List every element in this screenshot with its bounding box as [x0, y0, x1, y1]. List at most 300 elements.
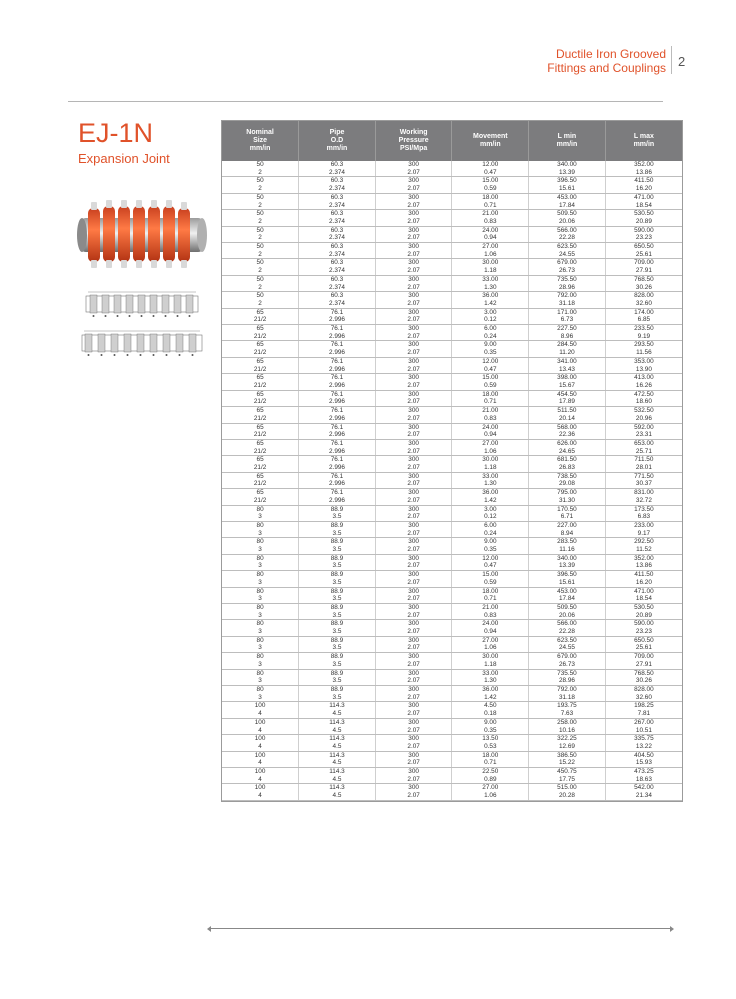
table-row [222, 686, 682, 694]
table-cell: 2.996 [299, 382, 376, 390]
table-cell: 2.07 [375, 382, 452, 390]
table-cell: 17.75 [529, 776, 606, 784]
table-cell: 322.25 [529, 735, 606, 743]
table-cell: 300 [375, 243, 452, 251]
table-cell: 2.996 [299, 497, 376, 505]
table-row [222, 768, 682, 776]
table-cell: 2 [222, 185, 299, 193]
table-cell: 454.50 [529, 390, 606, 398]
table-cell: 3.5 [299, 661, 376, 669]
table-cell: 2.07 [375, 284, 452, 292]
table-cell: 2.996 [299, 398, 376, 406]
table-row [222, 234, 682, 242]
table-row [222, 464, 682, 472]
table-cell: 50 [256, 161, 264, 168]
table-row [222, 275, 682, 283]
table-cell: 50 [256, 275, 264, 283]
header-l-max: L max mm/in [605, 121, 682, 161]
table-row [222, 612, 682, 620]
table-cell: 174.00 [605, 308, 682, 316]
table-row [222, 603, 682, 611]
header-pipe-od: Pipe O.D mm/in [299, 121, 376, 161]
table-cell: 100 [254, 735, 266, 743]
table-cell: 2.374 [299, 267, 376, 275]
table-cell: 21/2 [222, 480, 299, 488]
table-cell: 2.996 [299, 366, 376, 374]
table-cell: 283.50 [529, 538, 606, 546]
table-cell: 4 [222, 776, 299, 784]
table-cell: 831.00 [605, 489, 682, 497]
table-cell: 450.75 [529, 768, 606, 776]
table-row [222, 251, 682, 259]
table-cell: 11.20 [529, 349, 606, 357]
table-cell: 227.50 [529, 325, 606, 333]
table-cell: 80 [256, 636, 264, 644]
table-cell: 300 [375, 374, 452, 382]
table-row [222, 669, 682, 677]
table-cell: 36.00 [452, 489, 529, 497]
table-cell: 17.84 [529, 595, 606, 603]
table-cell: 20.89 [605, 218, 682, 226]
table-cell: 3.5 [299, 694, 376, 702]
table-cell: 735.50 [529, 275, 606, 283]
table-cell: 2.374 [299, 251, 376, 259]
table-cell: 300 [375, 390, 452, 398]
table-row [222, 480, 682, 488]
table-cell: 3 [222, 644, 299, 652]
table-row [222, 407, 682, 415]
table-cell: 711.50 [605, 456, 682, 464]
table-cell: 300 [375, 456, 452, 464]
table-cell: 21/2 [222, 497, 299, 505]
table-cell: 60.3 [299, 243, 376, 251]
table-cell: 6.00 [452, 325, 529, 333]
table-cell: 3.5 [299, 530, 376, 538]
table-cell: 2.07 [375, 185, 452, 193]
table-cell: 0.47 [452, 366, 529, 374]
table-cell: 300 [375, 259, 452, 267]
table-cell: 11.52 [605, 546, 682, 554]
table-cell: 15.61 [529, 185, 606, 193]
table-cell: 22.36 [529, 431, 606, 439]
table-cell: 20.96 [605, 415, 682, 423]
table-cell: 2.07 [375, 579, 452, 587]
table-cell: 9.19 [605, 333, 682, 341]
table-cell: 60.3 [299, 161, 376, 169]
table-cell: 300 [375, 751, 452, 759]
table-cell: 80 [256, 587, 264, 595]
table-cell: 27.00 [452, 439, 529, 447]
table-cell: 12.00 [452, 554, 529, 562]
table-cell: 1.06 [452, 644, 529, 652]
table-cell: 17.89 [529, 398, 606, 406]
table-cell: 80 [256, 686, 264, 693]
table-cell: 6.83 [605, 513, 682, 521]
table-cell: 3 [222, 612, 299, 620]
table-cell: 2.07 [375, 349, 452, 357]
table-row [222, 456, 682, 464]
table-cell: 32.60 [605, 300, 682, 308]
table-row [222, 628, 682, 636]
table-cell: 13.86 [605, 562, 682, 570]
table-cell: 735.50 [529, 669, 606, 677]
table-cell: 21/2 [222, 349, 299, 357]
table-cell: 6.85 [605, 316, 682, 324]
table-cell: 398.00 [529, 374, 606, 382]
top-rule [68, 101, 663, 102]
table-cell: 2.07 [375, 661, 452, 669]
table-body [222, 161, 682, 800]
table-cell: 28.01 [605, 464, 682, 472]
table-cell: 88.9 [299, 587, 376, 595]
table-cell: 15.93 [605, 759, 682, 767]
table-cell: 8.96 [529, 333, 606, 341]
table-cell: 300 [375, 702, 452, 710]
table-cell: 515.00 [529, 784, 606, 792]
table-cell: 233.00 [605, 521, 682, 529]
table-cell: 341.00 [529, 357, 606, 365]
table-cell: 193.75 [529, 702, 606, 710]
table-cell: 0.59 [452, 579, 529, 587]
table-cell: 792.00 [529, 686, 606, 694]
table-cell: 0.35 [452, 546, 529, 554]
table-cell: 31.30 [529, 497, 606, 505]
table-cell: 2.07 [375, 628, 452, 636]
bottom-rule-left-arrow [207, 926, 211, 932]
table-cell: 88.9 [299, 505, 376, 513]
product-model: EJ-1N [78, 118, 154, 148]
table-cell: 30.00 [452, 259, 529, 267]
table-cell: 88.9 [299, 636, 376, 644]
table-cell: 76.1 [299, 390, 376, 398]
table-cell: 4.5 [299, 776, 376, 784]
table-cell: 0.71 [452, 202, 529, 210]
table-cell: 2 [222, 169, 299, 177]
table-cell: 509.50 [529, 603, 606, 611]
header-title-line2: Fittings and Couplings [547, 61, 666, 75]
table-cell: 590.00 [605, 620, 682, 628]
table-cell: 10.51 [605, 727, 682, 735]
table-cell: 0.59 [452, 185, 529, 193]
table-cell: 0.83 [452, 612, 529, 620]
table-cell: 8.94 [529, 530, 606, 538]
table-cell: 2.07 [375, 710, 452, 718]
table-cell: 227.00 [529, 521, 606, 529]
table-cell: 27.00 [452, 784, 529, 792]
table-cell: 300 [375, 292, 452, 300]
header-working-pressure: Working Pressure PSI/Mpa [375, 121, 452, 161]
table-row [222, 554, 682, 562]
table-row [222, 718, 682, 726]
table-cell: 50 [256, 259, 264, 267]
table-cell: 1.18 [452, 661, 529, 669]
table-row [222, 325, 682, 333]
table-cell: 3.5 [299, 644, 376, 652]
table-row [222, 694, 682, 702]
table-cell: 13.39 [529, 169, 606, 177]
table-cell: 114.3 [299, 751, 376, 759]
table-cell: 300 [375, 423, 452, 431]
table-cell: 2.07 [375, 300, 452, 308]
table-row [222, 505, 682, 513]
table-cell: 9.00 [452, 538, 529, 546]
table-cell: 33.00 [452, 669, 529, 677]
table-cell: 80 [256, 554, 264, 562]
table-cell: 114.3 [299, 768, 376, 776]
table-cell: 0.83 [452, 415, 529, 423]
table-cell: 65 [256, 308, 264, 316]
table-cell: 2.07 [375, 448, 452, 456]
table-cell: 22.28 [529, 628, 606, 636]
table-cell: 2.07 [375, 743, 452, 751]
table-cell: 21/2 [222, 366, 299, 374]
table-row [222, 776, 682, 784]
table-cell: 681.50 [529, 456, 606, 464]
table-cell: 21/2 [222, 415, 299, 423]
table-row [222, 571, 682, 579]
table-cell: 21.00 [452, 603, 529, 611]
table-row [222, 727, 682, 735]
table-row [222, 169, 682, 177]
table-cell: 27.00 [452, 636, 529, 644]
table-cell: 50 [256, 177, 264, 185]
table-cell: 65 [256, 390, 264, 398]
table-cell: 36.00 [452, 686, 529, 694]
table-cell: 2.07 [375, 595, 452, 603]
table-cell: 650.50 [605, 636, 682, 644]
table-cell: 171.00 [529, 308, 606, 316]
table-row [222, 366, 682, 374]
table-cell: 2.996 [299, 415, 376, 423]
table-cell: 300 [375, 768, 452, 776]
table-cell: 33.00 [452, 472, 529, 480]
table-cell: 10.16 [529, 727, 606, 735]
table-row [222, 448, 682, 456]
header-title-line1: Ductile Iron Grooved [555, 47, 666, 61]
table-row [222, 735, 682, 743]
table-cell: 1.42 [452, 694, 529, 702]
table-cell: 3.00 [452, 505, 529, 513]
table-cell: 28.96 [529, 284, 606, 292]
table-cell: 411.50 [605, 177, 682, 185]
table-cell: 3 [222, 661, 299, 669]
table-cell: 828.00 [605, 686, 682, 694]
table-cell: 100 [254, 768, 266, 776]
table-cell: 532.50 [605, 407, 682, 415]
table-cell: 76.1 [299, 456, 376, 464]
table-cell: 80 [256, 669, 264, 677]
table-cell: 27.91 [605, 267, 682, 275]
table-cell: 50 [256, 243, 264, 251]
table-cell: 795.00 [529, 489, 606, 497]
table-cell: 453.00 [529, 587, 606, 595]
table-cell: 300 [375, 620, 452, 628]
table-cell: 65 [256, 325, 264, 333]
header-nominal-size: Nominal Size mm/in [222, 121, 299, 161]
table-row [222, 636, 682, 644]
table-cell: 80 [256, 620, 264, 628]
table-cell: 65 [256, 341, 264, 349]
table-cell: 76.1 [299, 423, 376, 431]
table-row [222, 644, 682, 652]
table-cell: 4 [222, 792, 299, 800]
table-cell: 2.07 [375, 366, 452, 374]
table-row [222, 702, 682, 710]
table-cell: 21.00 [452, 210, 529, 218]
table-cell: 24.00 [452, 226, 529, 234]
table-row [222, 308, 682, 316]
table-cell: 1.30 [452, 677, 529, 685]
table-row [222, 415, 682, 423]
table-cell: 29.08 [529, 480, 606, 488]
table-cell: 25.61 [605, 251, 682, 259]
drawing-max-length [80, 327, 204, 359]
header-title [547, 47, 666, 75]
table-cell: 0.35 [452, 349, 529, 357]
table-row [222, 751, 682, 759]
table-cell: 13.39 [529, 562, 606, 570]
table-cell: 88.9 [299, 669, 376, 677]
table-cell: 21.00 [452, 407, 529, 415]
table-cell: 300 [375, 341, 452, 349]
table-cell: 24.55 [529, 251, 606, 259]
table-cell: 20.14 [529, 415, 606, 423]
table-cell: 3 [222, 546, 299, 554]
table-cell: 22.50 [452, 768, 529, 776]
table-row [222, 562, 682, 570]
table-cell: 626.00 [529, 439, 606, 447]
table-cell: 13.43 [529, 366, 606, 374]
table-row [222, 653, 682, 661]
table-cell: 300 [375, 308, 452, 316]
table-cell: 300 [375, 538, 452, 546]
table-cell: 0.71 [452, 595, 529, 603]
bottom-rule-right-arrow [670, 926, 674, 932]
table-cell: 300 [375, 275, 452, 283]
table-cell: 15.00 [452, 374, 529, 382]
table-cell: 396.50 [529, 177, 606, 185]
table-cell: 114.3 [299, 735, 376, 743]
table-row [222, 439, 682, 447]
table-cell: 30.00 [452, 456, 529, 464]
table-cell: 65 [256, 374, 264, 382]
table-cell: 566.00 [529, 226, 606, 234]
table-cell: 2.07 [375, 464, 452, 472]
table-cell: 3.00 [452, 308, 529, 316]
table-cell: 2.07 [375, 431, 452, 439]
table-cell: 4.5 [299, 710, 376, 718]
table-cell: 300 [375, 407, 452, 415]
table-cell: 300 [375, 489, 452, 497]
table-cell: 76.1 [299, 357, 376, 365]
table-cell: 173.50 [605, 505, 682, 513]
table-cell: 0.12 [452, 316, 529, 324]
table-cell: 4 [222, 759, 299, 767]
table-cell: 413.00 [605, 374, 682, 382]
table-cell: 17.84 [529, 202, 606, 210]
table-row [222, 620, 682, 628]
table-cell: 3 [222, 694, 299, 702]
table-cell: 2.07 [375, 530, 452, 538]
table-cell: 0.12 [452, 513, 529, 521]
table-cell: 6.00 [452, 521, 529, 529]
header-movement: Movement mm/in [452, 121, 529, 161]
table-cell: 65 [256, 472, 264, 480]
table-cell: 2.07 [375, 415, 452, 423]
table-cell: 65 [256, 456, 264, 464]
table-row [222, 210, 682, 218]
table-row [222, 497, 682, 505]
table-cell: 828.00 [605, 292, 682, 300]
table-cell: 300 [375, 505, 452, 513]
table-row [222, 792, 682, 800]
table-cell: 2.996 [299, 349, 376, 357]
table-cell: 1.06 [452, 251, 529, 259]
table-row [222, 349, 682, 357]
table-cell: 300 [375, 472, 452, 480]
table-cell: 1.30 [452, 480, 529, 488]
table-cell: 50 [256, 226, 264, 234]
table-cell: 300 [375, 193, 452, 201]
table-cell: 738.50 [529, 472, 606, 480]
table-cell: 18.54 [605, 595, 682, 603]
table-row [222, 292, 682, 300]
table-cell: 568.00 [529, 423, 606, 431]
table-cell: 300 [375, 177, 452, 185]
table-cell: 300 [375, 636, 452, 644]
table-cell: 11.16 [529, 546, 606, 554]
table-cell: 24.00 [452, 423, 529, 431]
table-cell: 2.374 [299, 218, 376, 226]
table-cell: 509.50 [529, 210, 606, 218]
header-l-min: L min mm/in [529, 121, 606, 161]
table-cell: 453.00 [529, 193, 606, 201]
table-cell: 31.18 [529, 694, 606, 702]
table-cell: 24.65 [529, 448, 606, 456]
table-cell: 2 [222, 267, 299, 275]
table-cell: 50 [256, 193, 264, 201]
table-cell: 2.374 [299, 284, 376, 292]
table-cell: 65 [256, 407, 264, 415]
table-cell: 65 [256, 423, 264, 431]
table-cell: 2.07 [375, 497, 452, 505]
table-cell: 60.3 [299, 177, 376, 185]
table-cell: 88.9 [299, 554, 376, 562]
table-cell: 60.3 [299, 292, 376, 300]
table-cell: 80 [256, 571, 264, 579]
table-cell: 4.5 [299, 743, 376, 751]
table-cell: 542.00 [605, 784, 682, 792]
table-cell: 76.1 [299, 308, 376, 316]
table-cell: 50 [256, 292, 264, 300]
table-cell: 15.61 [529, 579, 606, 587]
table-cell: 23.31 [605, 431, 682, 439]
table-cell: 80 [256, 653, 264, 661]
table-row [222, 521, 682, 529]
table-cell: 88.9 [299, 620, 376, 628]
table-cell: 2.996 [299, 464, 376, 472]
table-cell: 2.996 [299, 333, 376, 341]
table-row [222, 546, 682, 554]
table-cell: 2.374 [299, 185, 376, 193]
table-cell: 1.30 [452, 284, 529, 292]
table-cell: 300 [375, 669, 452, 677]
table-cell: 0.47 [452, 169, 529, 177]
table-cell: 36.00 [452, 292, 529, 300]
table-cell: 300 [375, 571, 452, 579]
table-cell: 13.22 [605, 743, 682, 751]
table-cell: 114.3 [299, 784, 376, 792]
